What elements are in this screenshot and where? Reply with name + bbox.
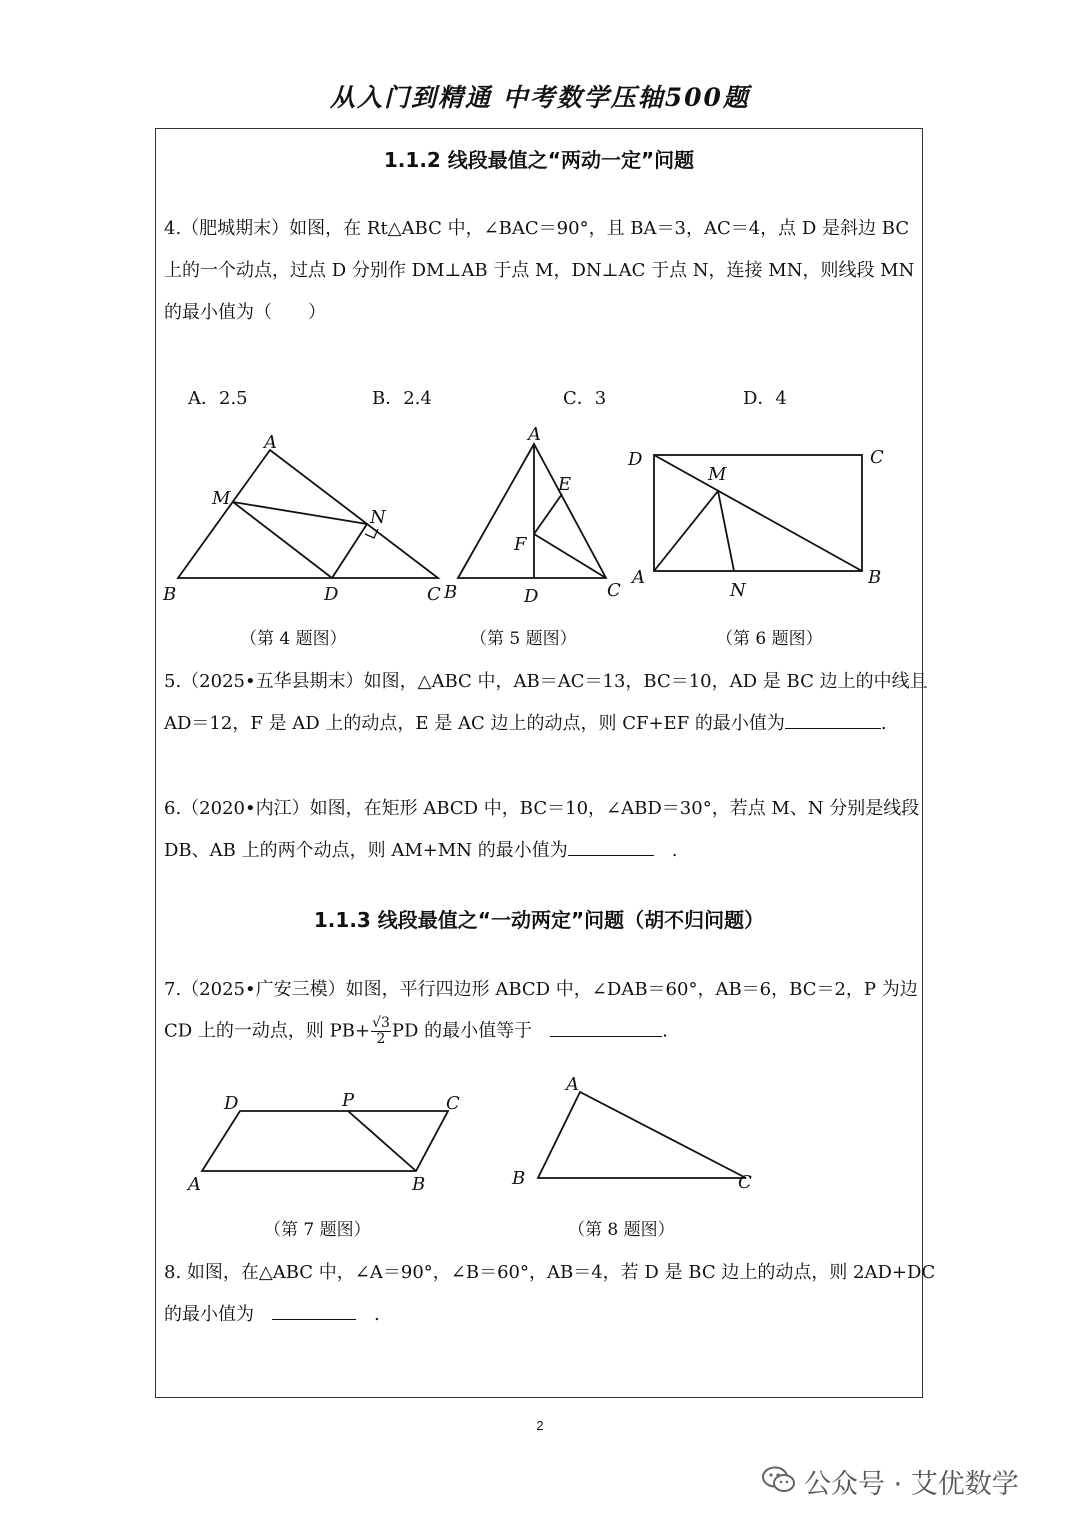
q7-line-1: 7.（2025•广安三模）如图，平行四边形 ABCD 中，∠DAB＝60°，AB＝6，BC＝2，P 为边 [164, 979, 918, 1000]
q6-line-2-text: DB、AB 上的两个动点，则 AM+MN 的最小值为 [164, 840, 568, 861]
fig6-segment-am [654, 491, 718, 571]
q4-line-3: 的最小值为（ ） [164, 302, 326, 323]
fig5-segment-fe [534, 494, 562, 534]
caption-fig-6: （第 6 题图） [716, 629, 823, 649]
q4-option-c: C．3 [563, 388, 607, 409]
fig8-label-b: B [512, 1168, 526, 1189]
q7-line-2-text-a: CD 上的一动点，则 PB+ [164, 1020, 371, 1042]
q8-line-2 [164, 1300, 380, 1326]
fig5-label-f: F [514, 534, 527, 555]
fig8-label-c: C [738, 1172, 752, 1193]
fig5-label-a: A [528, 424, 541, 445]
fig7-label-c: C [446, 1093, 460, 1114]
fig5-triangle-abc [458, 444, 606, 578]
fig7-label-p: P [342, 1090, 355, 1111]
fig4-label-a: A [264, 432, 277, 453]
fig8-label-a: A [566, 1074, 579, 1095]
q8-line-2-end: . [374, 1304, 380, 1325]
figure-6 [622, 438, 894, 608]
q5-line-2-text: AD＝12，F 是 AD 上的动点，E 是 AC 边上的动点，则 CF+EF 的最小值为 [164, 713, 785, 734]
q6-line-1: 6.（2020•内江）如图，在矩形 ABCD 中，BC＝10，∠ABD＝30°，若点 M、N 分别是线段 [164, 798, 920, 819]
q5-line-2-end: . [880, 713, 887, 734]
figure-8 [500, 1070, 770, 1200]
fig5-label-d: D [524, 586, 539, 607]
q7-fraction-numerator: √3 [372, 1015, 390, 1031]
q8-answer-blank [272, 1301, 356, 1320]
fig7-parallelogram-abcd [202, 1111, 448, 1171]
q5-line-1: 5.（2025•五华县期末）如图，△ABC 中，AB＝AC＝13，BC＝10，AD 是 BC 边上的中线且 [164, 671, 928, 692]
q5-line-2 [164, 709, 887, 735]
q8-line-2-text: 的最小值为 [164, 1304, 254, 1325]
fig6-label-b: B [868, 567, 882, 588]
q7-line-2-text-b: PD 的最小值等于 [391, 1020, 533, 1042]
fig4-label-b: B [163, 584, 177, 605]
q7-fraction-denominator: 2 [376, 1031, 386, 1047]
fig4-label-c: C [427, 584, 441, 605]
fig6-label-n: N [730, 580, 746, 601]
caption-fig-4: （第 4 题图） [240, 629, 347, 649]
fig5-label-b: B [444, 582, 458, 603]
caption-fig-5: （第 5 题图） [470, 629, 577, 649]
q7-line-2 [164, 1016, 668, 1047]
wechat-icon [762, 1466, 796, 1494]
fig4-label-d: D [324, 584, 339, 605]
fig7-label-b: B [412, 1174, 426, 1195]
fig6-label-c: C [870, 447, 884, 468]
header-title: 从入门到精通 中考数学压轴500题 [330, 83, 750, 112]
fig4-segment-dn [332, 524, 367, 578]
fig8-triangle-abc [538, 1092, 746, 1178]
fig4-label-n: N [370, 507, 386, 528]
fig5-label-c: C [607, 580, 621, 601]
q4-option-d: D．4 [743, 388, 787, 409]
fig7-segment-pb [348, 1111, 416, 1171]
q8-line-1: 8. 如图，在△ABC 中，∠A＝90°，∠B＝60°，AB＝4，若 D 是 BC 边上的动点，则 2AD+DC [164, 1262, 936, 1283]
figure-4 [160, 428, 450, 608]
fig4-segment-md [233, 502, 332, 578]
fig4-segment-mn [233, 502, 367, 524]
fig6-label-m: M [708, 464, 727, 485]
caption-fig-7: （第 7 题图） [264, 1220, 371, 1240]
q7-line-2-end: . [662, 1020, 668, 1042]
section-title-1-1-2: 1.1.2 线段最值之“两动一定”问题 [383, 148, 695, 172]
q5-answer-blank [785, 710, 881, 729]
fig6-label-d: D [628, 449, 643, 470]
section-title-1-1-3: 1.1.3 线段最值之“一动两定”问题（胡不归问题） [313, 908, 765, 932]
figure-7 [180, 1082, 470, 1200]
q4-line-2: 上的一个动点，过点 D 分别作 DM⊥AB 于点 M，DN⊥AC 于点 N，连接 MN，则线段 MN [164, 260, 915, 281]
fig7-label-d: D [224, 1093, 239, 1114]
q7-fraction [371, 1016, 391, 1047]
q4-line-1: 4.（肥城期末）如图，在 Rt△ABC 中，∠BAC＝90°，且 BA＝3，AC＝4，点 D 是斜边 BC [164, 218, 910, 239]
fig6-diagonal-db [654, 455, 862, 571]
fig7-label-a: A [188, 1174, 201, 1195]
caption-fig-8: （第 8 题图） [568, 1220, 675, 1240]
fig4-label-m: M [212, 488, 231, 509]
q6-answer-blank [568, 837, 654, 856]
q6-line-2 [164, 836, 677, 862]
fig6-label-a: A [632, 567, 645, 588]
q7-answer-blank [550, 1018, 662, 1037]
figure-5 [440, 422, 630, 612]
fig6-segment-mn [718, 491, 734, 571]
q4-option-a: A．2.5 [188, 388, 248, 409]
q6-line-2-end: . [671, 840, 678, 861]
fig5-label-e: E [558, 474, 572, 495]
q4-option-b: B．2.4 [372, 388, 432, 409]
page-number: 2 [536, 1418, 544, 1433]
watermark-text: 公众号 · 艾优数学 [804, 1469, 1019, 1500]
